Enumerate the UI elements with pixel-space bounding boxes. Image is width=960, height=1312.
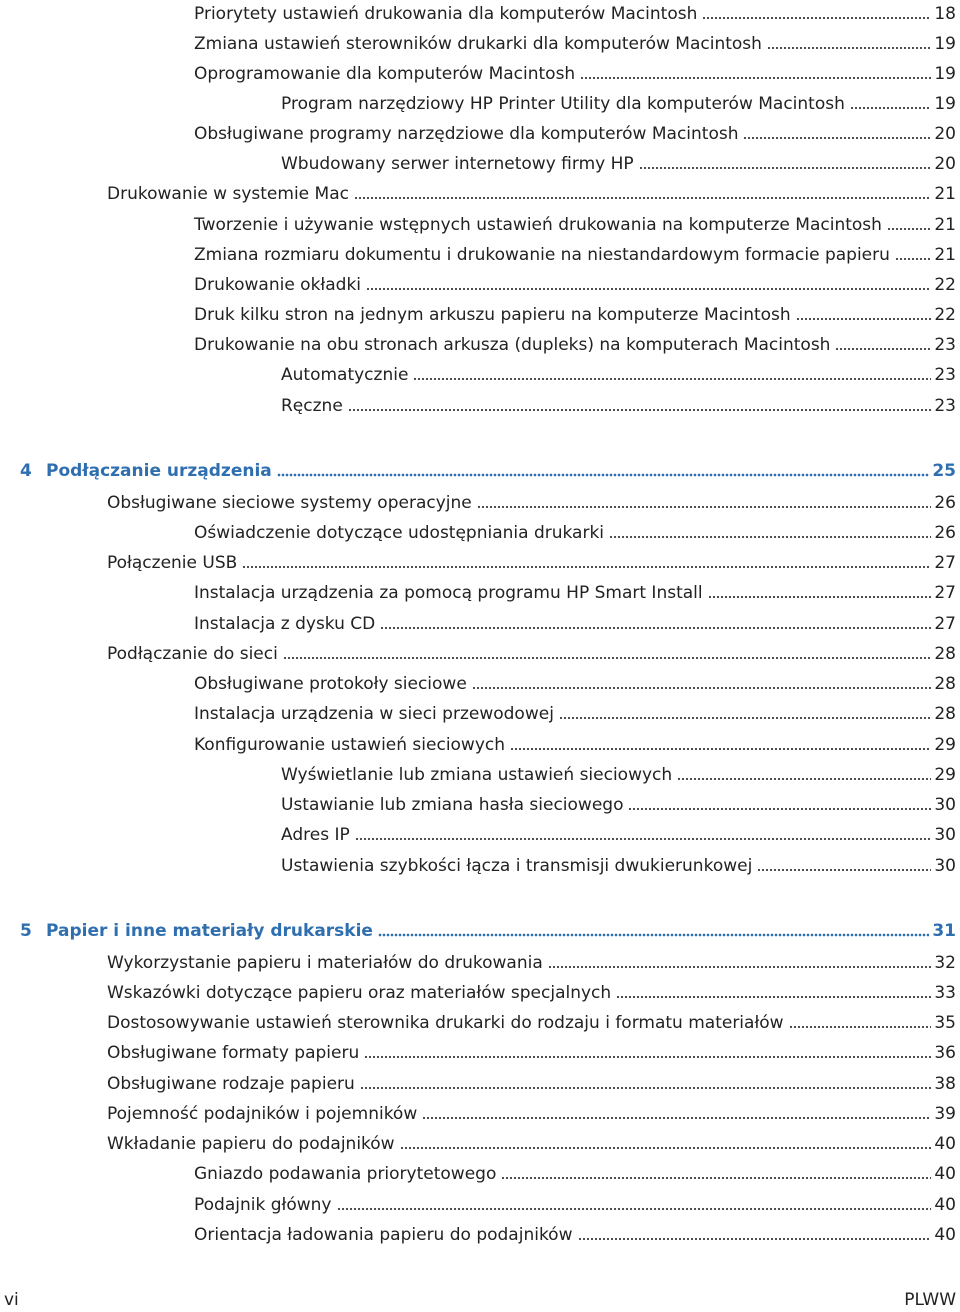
- toc-entry[interactable]: [194, 701, 956, 725]
- toc-entry-label: Wskazówki dotyczące papieru oraz materiałów specjalnych: [107, 983, 612, 1003]
- toc-entry[interactable]: [107, 980, 956, 1004]
- toc-page-number: 30: [934, 856, 956, 876]
- dot-leader: [708, 581, 932, 599]
- dot-leader: [616, 981, 931, 999]
- dot-leader: [366, 273, 931, 291]
- page-number-footer: vi: [4, 1290, 19, 1310]
- toc-entry-label: Obsługiwane sieciowe systemy operacyjne: [107, 493, 472, 513]
- toc-page-number: 22: [934, 275, 956, 295]
- toc-page-number: 21: [934, 245, 956, 265]
- toc-entry[interactable]: [107, 1010, 956, 1034]
- dot-leader: [400, 1132, 932, 1150]
- toc-entry-label: Oświadczenie dotyczące udostępniania drukarki: [194, 523, 605, 543]
- toc-entry[interactable]: [281, 91, 956, 115]
- dot-leader: [283, 642, 932, 660]
- toc-entry-label: Podajnik główny: [194, 1195, 332, 1215]
- toc-page-number: 40: [934, 1164, 956, 1184]
- dot-leader: [477, 491, 932, 509]
- toc-entry-label: Zmiana rozmiaru dokumentu i drukowanie na niestandardowym formacie papieru: [194, 245, 890, 265]
- toc-page-number: 36: [934, 1043, 956, 1063]
- toc-entry[interactable]: [194, 1, 956, 25]
- dot-leader: [378, 919, 929, 937]
- dot-leader: [337, 1193, 932, 1211]
- toc-entry-label: Połączenie USB: [107, 553, 238, 573]
- dot-leader: [609, 521, 931, 539]
- toc-page-number: 20: [934, 154, 956, 174]
- toc-entry-label: Tworzenie i używanie wstępnych ustawień drukowania na komputerze Macintosh: [194, 215, 882, 235]
- toc-entry[interactable]: [281, 362, 956, 386]
- toc-entry[interactable]: [107, 490, 956, 514]
- toc-chapter-heading[interactable]: [20, 458, 956, 482]
- toc-page-number: 29: [934, 765, 956, 785]
- toc-page-number: 18: [934, 4, 956, 24]
- toc-page-number: 28: [934, 644, 956, 664]
- toc-entry[interactable]: [281, 822, 956, 846]
- dot-leader: [850, 92, 931, 110]
- dot-leader: [413, 363, 931, 381]
- dot-leader: [702, 2, 931, 20]
- toc-entry[interactable]: [107, 550, 956, 574]
- toc-page-number: 38: [934, 1074, 956, 1094]
- toc-entry-label: Instalacja z dysku CD: [194, 614, 376, 634]
- dot-leader: [895, 243, 931, 261]
- toc-entry-label: Automatycznie: [281, 365, 409, 385]
- dot-leader: [743, 122, 931, 140]
- toc-page-number: 26: [934, 523, 956, 543]
- chapter-number: 5: [20, 921, 32, 941]
- toc-entry-label: Pojemność podajników i pojemników: [107, 1104, 418, 1124]
- toc-entry-label: Wkładanie papieru do podajników: [107, 1134, 395, 1154]
- toc-entry-label: Obsługiwane programy narzędziowe dla komputerów Macintosh: [194, 124, 739, 144]
- dot-leader: [887, 213, 931, 231]
- toc-entry-label: Priorytety ustawień drukowania dla komputerów Macintosh: [194, 4, 698, 24]
- dot-leader: [757, 854, 931, 872]
- toc-entry[interactable]: [194, 302, 956, 326]
- dot-leader: [677, 763, 931, 781]
- toc-entry[interactable]: [194, 671, 956, 695]
- toc-entry-label: Podłączanie do sieci: [107, 644, 278, 664]
- toc-entry-label: Instalacja urządzenia za pomocą programu HP Smart Install: [194, 583, 703, 603]
- toc-entry[interactable]: [281, 792, 956, 816]
- toc-entry[interactable]: [194, 31, 956, 55]
- dot-leader: [364, 1041, 931, 1059]
- toc-page-number: 27: [934, 583, 956, 603]
- toc-page-number: 35: [934, 1013, 956, 1033]
- dot-leader: [360, 1072, 932, 1090]
- toc-entry-label: Ustawienia szybkości łącza i transmisji dwukierunkowej: [281, 856, 753, 876]
- toc-entry[interactable]: [107, 1131, 956, 1155]
- dot-leader: [242, 551, 931, 569]
- dot-leader: [580, 62, 931, 80]
- dot-leader: [548, 951, 932, 969]
- toc-entry[interactable]: [281, 762, 956, 786]
- toc-entry-label: Wykorzystanie papieru i materiałów do drukowania: [107, 953, 543, 973]
- toc-entry[interactable]: [281, 853, 956, 877]
- toc-page-number: 20: [934, 124, 956, 144]
- toc-entry[interactable]: [107, 1101, 956, 1125]
- toc-entry-label: Obsługiwane rodzaje papieru: [107, 1074, 355, 1094]
- toc-entry[interactable]: [194, 212, 956, 236]
- toc-entry[interactable]: [107, 950, 956, 974]
- toc-entry[interactable]: [194, 520, 956, 544]
- toc-entry[interactable]: [194, 332, 956, 356]
- toc-entry-label: Wyświetlanie lub zmiana ustawień sieciowych: [281, 765, 673, 785]
- dot-leader: [354, 182, 931, 200]
- dot-leader: [789, 1011, 932, 1029]
- toc-entry[interactable]: [107, 641, 956, 665]
- toc-entry-label: Drukowanie na obu stronach arkusza (dupleks) na komputerach Macintosh: [194, 335, 831, 355]
- toc-page-number: 40: [934, 1195, 956, 1215]
- toc-entry[interactable]: [194, 242, 956, 266]
- dot-leader: [796, 303, 932, 321]
- toc-page-number: 19: [934, 94, 956, 114]
- dot-leader: [628, 793, 931, 811]
- toc-entry[interactable]: [194, 611, 956, 635]
- dot-leader: [510, 733, 931, 751]
- toc-entry-label: Obsługiwane formaty papieru: [107, 1043, 360, 1063]
- toc-entry[interactable]: [107, 1071, 956, 1095]
- toc-page-number: 27: [934, 553, 956, 573]
- toc-page-number: 27: [934, 614, 956, 634]
- toc-entry-label: Druk kilku stron na jednym arkuszu papieru na komputerze Macintosh: [194, 305, 791, 325]
- toc-entry-label: Podłączanie urządzenia: [46, 461, 272, 481]
- dot-leader: [578, 1223, 932, 1241]
- toc-page-number: 21: [934, 184, 956, 204]
- toc-entry-label: Konfigurowanie ustawień sieciowych: [194, 735, 506, 755]
- toc-page-number: 40: [934, 1225, 956, 1245]
- toc-page-number: 23: [934, 335, 956, 355]
- toc-entry-label: Drukowanie okładki: [194, 275, 362, 295]
- toc-page-number: 21: [934, 215, 956, 235]
- toc-entry[interactable]: [281, 151, 956, 175]
- toc-page-number: 19: [934, 64, 956, 84]
- toc-entry[interactable]: [194, 732, 956, 756]
- toc-page-number: 30: [934, 825, 956, 845]
- dot-leader: [380, 612, 931, 630]
- toc-page-number: 23: [934, 396, 956, 416]
- dot-leader: [559, 702, 931, 720]
- toc-entry[interactable]: [107, 1040, 956, 1064]
- toc-page-number: 28: [934, 704, 956, 724]
- dot-leader: [472, 672, 932, 690]
- toc-page-number: 33: [934, 983, 956, 1003]
- toc-page-number: 29: [934, 735, 956, 755]
- toc-entry-label: Gniazdo podawania priorytetowego: [194, 1164, 497, 1184]
- dot-leader: [277, 459, 930, 477]
- toc-entry[interactable]: [194, 1161, 956, 1185]
- toc-entry-label: Program narzędziowy HP Printer Utility dla komputerów Macintosh: [281, 94, 845, 114]
- dot-leader: [835, 333, 931, 351]
- toc-entry-label: Ręczne: [281, 396, 343, 416]
- dot-leader: [767, 32, 931, 50]
- toc-page-number: 28: [934, 674, 956, 694]
- toc-entry[interactable]: [281, 393, 956, 417]
- document-code-footer: PLWW: [904, 1290, 956, 1310]
- toc-page-number: 30: [934, 795, 956, 815]
- toc-entry-label: Zmiana ustawień sterowników drukarki dla komputerów Macintosh: [194, 34, 762, 54]
- toc-entry[interactable]: [194, 580, 956, 604]
- toc-page-number: 25: [932, 461, 956, 481]
- dot-leader: [639, 152, 932, 170]
- toc-entry-label: Wbudowany serwer internetowy firmy HP: [281, 154, 634, 174]
- toc-entry-label: Ustawianie lub zmiana hasła sieciowego: [281, 795, 624, 815]
- toc-entry-label: Drukowanie w systemie Mac: [107, 184, 349, 204]
- dot-leader: [348, 394, 932, 412]
- toc-entry-label: Oprogramowanie dla komputerów Macintosh: [194, 64, 576, 84]
- toc-page-number: 31: [932, 921, 956, 941]
- toc-entry[interactable]: [194, 61, 956, 85]
- toc-entry[interactable]: [107, 181, 956, 205]
- toc-page-number: 22: [934, 305, 956, 325]
- toc-entry[interactable]: [194, 121, 956, 145]
- toc-entry-label: Obsługiwane protokoły sieciowe: [194, 674, 467, 694]
- toc-page-number: 26: [934, 493, 956, 513]
- toc-page-number: 39: [934, 1104, 956, 1124]
- toc-page-number: 40: [934, 1134, 956, 1154]
- dot-leader: [422, 1102, 931, 1120]
- chapter-number: 4: [20, 461, 32, 481]
- dot-leader: [501, 1162, 931, 1180]
- toc-entry-label: Papier i inne materiały drukarskie: [46, 921, 373, 941]
- toc-entry[interactable]: [194, 1222, 956, 1246]
- toc-entry[interactable]: [194, 1192, 956, 1216]
- toc-page-number: 32: [934, 953, 956, 973]
- toc-page-number: 23: [934, 365, 956, 385]
- toc-chapter-heading[interactable]: [20, 918, 956, 942]
- dot-leader: [355, 823, 932, 841]
- toc-page-number: 19: [934, 34, 956, 54]
- toc-entry[interactable]: [194, 272, 956, 296]
- toc-entry-label: Instalacja urządzenia w sieci przewodowej: [194, 704, 554, 724]
- toc-entry-label: Orientacja ładowania papieru do podajników: [194, 1225, 573, 1245]
- toc-entry-label: Adres IP: [281, 825, 350, 845]
- toc-entry-label: Dostosowywanie ustawień sterownika drukarki do rodzaju i formatu materiałów: [107, 1013, 784, 1033]
